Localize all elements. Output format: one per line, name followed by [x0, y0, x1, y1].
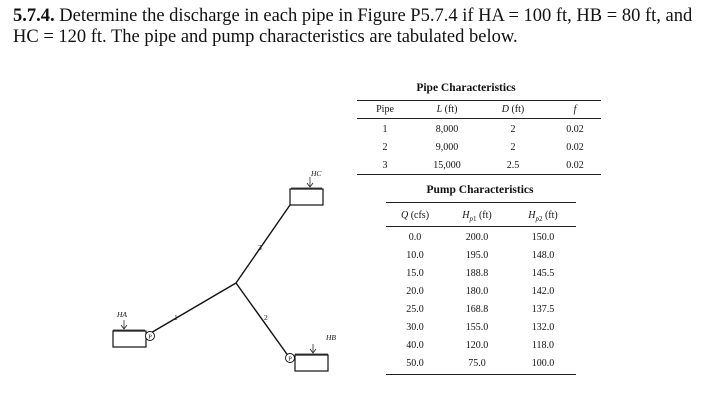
pipe-cell: 2 [382, 142, 388, 153]
pump-cell: 200.0 [465, 232, 489, 243]
pipe-2-line [236, 283, 289, 357]
pipe-cell: 8,000 [435, 124, 459, 135]
pipe-header-friction: f [573, 104, 577, 115]
pipe-cell: 1 [382, 124, 388, 135]
pipe-1-line [149, 283, 236, 334]
pipe-cell: 3 [382, 160, 388, 171]
reservoir-b-label: HB [326, 333, 336, 342]
pump-cell: 15.0 [406, 268, 424, 279]
pipe-header-pipe: Pipe [376, 104, 394, 115]
pipe-cell: 2.5 [506, 160, 520, 171]
pump-cell: 188.8 [465, 268, 489, 279]
pipe-cell: 0.02 [566, 142, 584, 153]
pump-cell: 145.5 [531, 268, 555, 279]
pump-table-title: Pump Characteristics [426, 184, 534, 196]
problem-number: 5.7.4. [13, 6, 55, 26]
pipe-cell: 0.02 [566, 124, 584, 135]
pump-1-symbol [146, 332, 155, 341]
pipe-3-label: 3 [258, 243, 262, 252]
pump-cell: 195.0 [465, 250, 489, 261]
reservoir-c-label: HC [311, 169, 322, 178]
pump-cell: 137.5 [531, 304, 555, 315]
svg-text:P: P [148, 333, 152, 341]
reservoir-a-label: HA [117, 310, 127, 319]
pipe-cell: 0.02 [566, 160, 584, 171]
reservoir-b [295, 344, 328, 371]
pump-cell: 142.0 [531, 286, 555, 297]
pipe-header-diameter: D (ft) [501, 104, 525, 115]
pump-header-hp2: $H_{p2}$ (ft) [528, 210, 558, 223]
pump-cell: 100.0 [531, 358, 555, 369]
pump-cell: 148.0 [531, 250, 555, 261]
pump-cell: 132.0 [531, 322, 555, 333]
pump-cell: 50.0 [406, 358, 424, 369]
pump-cell: 120.0 [465, 340, 489, 351]
pump-cell: 150.0 [531, 232, 555, 243]
pump-cell: 25.0 [406, 304, 424, 315]
pump-cell: 10.0 [406, 250, 424, 261]
pipe-table-title: Pipe Characteristics [416, 82, 516, 94]
pump-cell: 168.8 [465, 304, 489, 315]
pipe-1-label: 1 [174, 313, 178, 322]
pipe-3-line [236, 205, 290, 283]
svg-text:P: P [288, 355, 292, 363]
pump-cell: 180.0 [465, 286, 489, 297]
pipe-cell: 2 [510, 142, 516, 153]
pump-header-q: Q (cfs) [400, 210, 430, 221]
pump-cell: 20.0 [406, 286, 424, 297]
pipe-cell: 9,000 [435, 142, 459, 153]
pump-cell: 40.0 [406, 340, 424, 351]
pipe-cell: 15,000 [433, 160, 461, 171]
pump-cell: 155.0 [465, 322, 489, 333]
reservoir-c [290, 177, 323, 205]
pump-cell: 75.0 [468, 358, 486, 369]
pipe-cell: 2 [510, 124, 516, 135]
problem-text: Determine the discharge in each pipe in Figure P5.7.4 if HA = 100 ft, HB = 80 ft, and HC = 120 ft. The pipe and pump characteristics are tabulated below. [13, 6, 693, 47]
pump-cell: 30.0 [406, 322, 424, 333]
reservoir-a [113, 320, 146, 347]
pipe-header-length: L (ft) [436, 104, 458, 115]
pump-cell: 118.0 [531, 340, 555, 351]
pump-2-symbol [286, 354, 295, 363]
pump-header-hp1: $H_{p1}$ (ft) [462, 210, 492, 223]
pipe-2-label: 2 [264, 313, 268, 322]
pump-cell: 0.0 [408, 232, 422, 243]
